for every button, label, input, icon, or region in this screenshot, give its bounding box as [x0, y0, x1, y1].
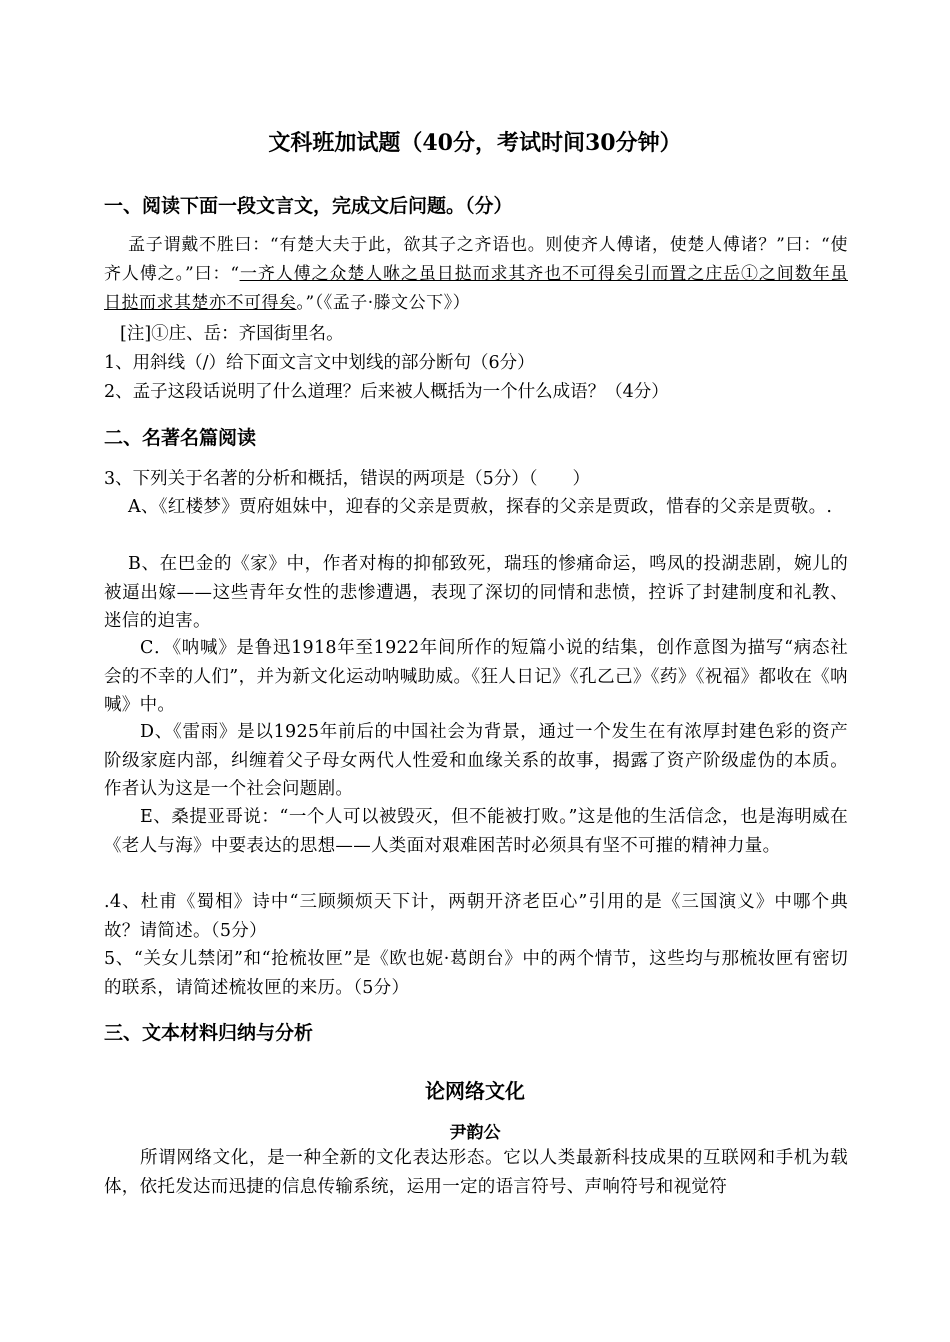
annotation-note: [注]①庄、岳：齐国街里名。 — [120, 324, 344, 344]
question-4: .4、杜甫《蜀相》诗中“三顾频烦天下计，两朝开济老臣心”引用的是《三国演义》中哪个典故？请简述。（5分） — [104, 892, 848, 941]
option-d: D、《雷雨》是以1925年前后的中国社会为背景，通过一个发生在有浓厚封建色彩的资产阶级家庭内部，纠缠着父子母女两代人性爱和血缘关系的故事，揭露了资产阶级虚伪的本质。作者认为这是一个社会问题剧。 — [104, 722, 848, 799]
option-b: B、在巴金的《家》中，作者对梅的抑郁致死，瑞珏的惨痛命运，鸣凤的投湖悲剧，婉儿的被逼出嫁——这些青年女性的悲惨遭遇，表现了深切的同情和悲愤，控诉了封建制度和礼教、迷信的迫害。 — [104, 554, 848, 631]
question-3: 3、下列关于名著的分析和概括，错误的两项是（5分）（ ） — [104, 469, 591, 489]
section-2-heading: 二、名著名篇阅读 — [104, 427, 257, 449]
section-3-heading: 三、文本材料归纳与分析 — [104, 1022, 314, 1044]
underlined-passage: 一齐人傅之众楚人咻之虽日挞而求其齐也不可得矣引而置之庄岳①之间数年虽日挞而求其楚亦不可得矣 — [104, 264, 848, 313]
passage-text: 孟子谓戴不胜曰：“有楚大夫于此，欲其子之齐语也。则使齐人傅诸，使楚人傅诸？”曰：“使齐人傅之。”曰：“ — [104, 235, 848, 284]
option-c: C．《呐喊》是鲁迅1918年至1922年间所作的短篇小说的结集，创作意图为描写“病态社会的不幸的人们”，并为新文化运动呐喊助威。《狂人日记》《孔乙己》《药》《祝福》都收在《呐喊》中。 — [104, 638, 848, 715]
option-e: E、桑提亚哥说：“一个人可以被毁灭，但不能被打败。”这是他的生活信念，也是海明威在《老人与海》中要表达的思想——人类面对艰难困苦时必须具有坚不可摧的精神力量。 — [104, 807, 848, 856]
page-title: 文科班加试题（40分，考试时间30分钟） — [268, 130, 682, 156]
option-a: A、《红楼梦》贾府姐妹中，迎春的父亲是贾赦，探春的父亲是贾政，惜春的父亲是贾敬。. — [128, 497, 833, 517]
question-2: 2、孟子这段话说明了什么道理？后来被人概括为一个什么成语？（4分） — [104, 382, 669, 402]
question-5: 5、“关女儿禁闭”和“抢梳妆匣”是《欧也妮·葛朗台》中的两个情节，这些均与那梳妆匣有密切的联系，请简述梳妆匣的来历。（5分） — [104, 949, 848, 998]
article-title: 论网络文化 — [425, 1079, 525, 1103]
section-1-heading: 一、阅读下面一段文言文，完成文后问题。（分） — [104, 195, 513, 217]
classical-passage — [104, 231, 848, 318]
passage-source: 。”（《孟子·滕文公下》） — [296, 293, 471, 313]
question-1: 1、用斜线（/）给下面文言文中划线的部分断句（6分） — [104, 353, 535, 373]
article-author: 尹韵公 — [449, 1123, 501, 1143]
article-paragraph-1: 所谓网络文化，是一种全新的文化表达形态。它以人类最新科技成果的互联网和手机为载体，依托发达而迅捷的信息传输系统，运用一定的语言符号、声响符号和视觉符 — [104, 1148, 848, 1197]
